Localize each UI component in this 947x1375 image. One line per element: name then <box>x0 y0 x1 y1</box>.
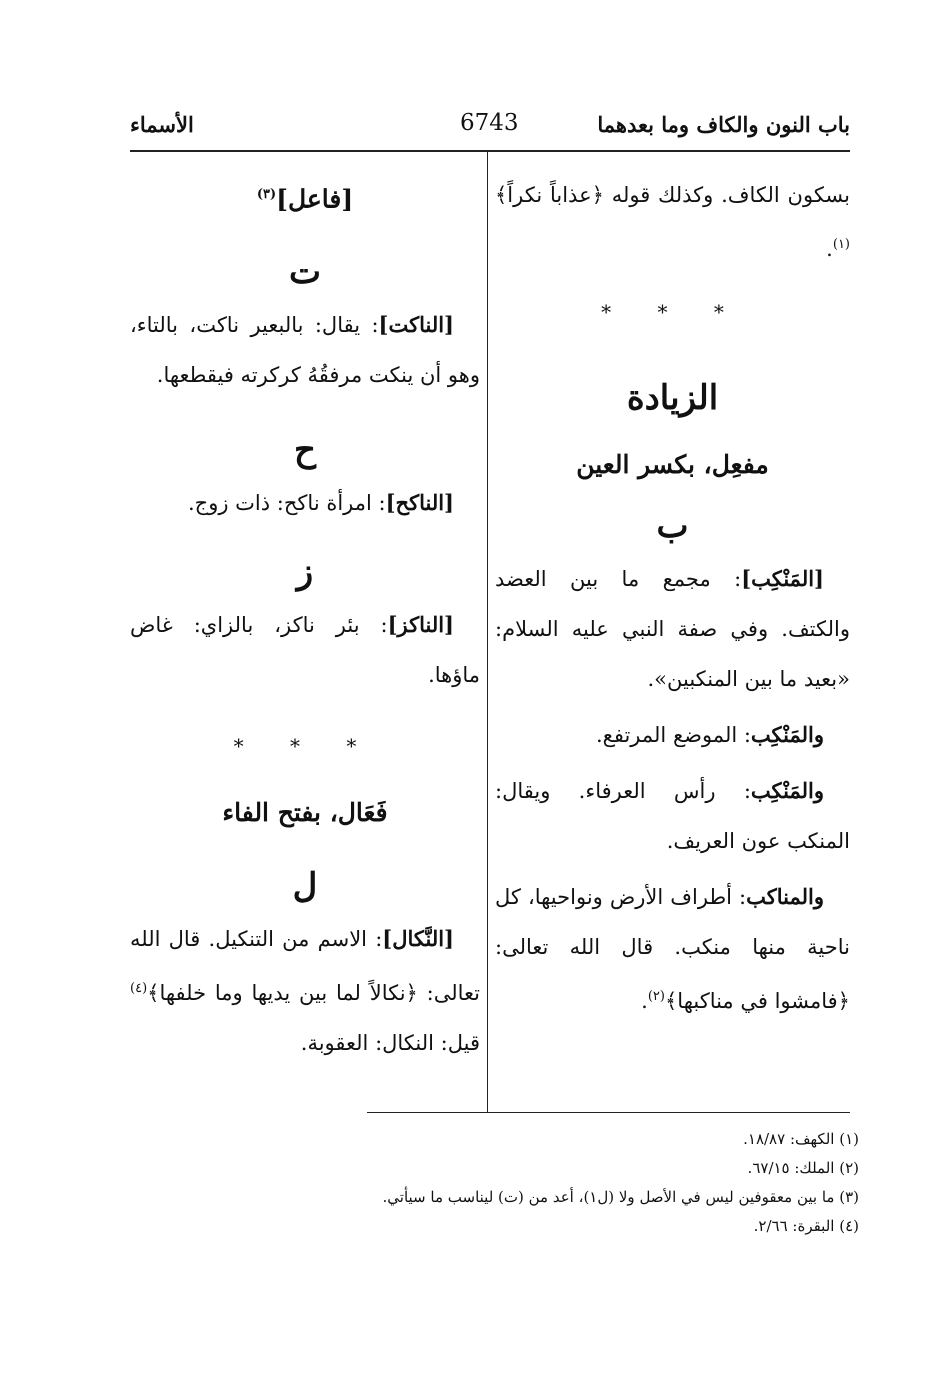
page-header <box>130 112 850 148</box>
entry-text: : مجمع ما بين العضد والكتف. وفي صفة النبي عليه السلام: «بعيد ما بين المنكبين». <box>495 567 850 691</box>
entry-paragraph: والمناكب: أطراف الأرض ونواحيها، كل ناحية منها منكب. قال الله تعالى: ﴿فامشوا في مناكبها﴾$^{(٢)}$. <box>495 884 850 1013</box>
footnote-ref: (٣) <box>256 187 277 202</box>
entry-paragraph <box>495 766 850 866</box>
right-column <box>495 170 850 1026</box>
left-column <box>130 170 480 1068</box>
entry-paragraph <box>495 710 850 760</box>
letter-heading: ز <box>296 552 314 593</box>
continuation-paragraph: بسكون الكاف. وكذلك قوله ﴿عذاباً نكراً﴾$^{(١)}$. <box>495 183 850 261</box>
entry-paragraph <box>130 300 480 400</box>
pattern-title-2: فَعَال، بفتح الفاء <box>222 798 388 828</box>
pattern-label: [فاعل] <box>276 184 354 214</box>
section-title: الأسماء <box>130 112 194 137</box>
entry-term: [الناكز] <box>387 612 454 638</box>
footnote-item: (١) الكهف: ١٨/٨٧. <box>743 1130 859 1148</box>
entry-text: : الموضع المرتفع. <box>595 723 751 747</box>
entry-paragraph <box>130 600 480 700</box>
separator-stars: * * * <box>601 300 744 324</box>
entry-paragraph <box>495 554 850 704</box>
entry-text: : امرأة ناكح: ذات زوج. <box>187 491 386 516</box>
column-divider <box>487 152 488 1112</box>
entry-text: : بئر ناكز، بالزاي: غاض ماؤها. <box>130 613 480 688</box>
letter-heading: ب <box>656 506 689 546</box>
entry-term: والمناكب <box>746 884 824 909</box>
main-title: الزيادة <box>626 378 719 418</box>
letter-heading: ح <box>294 430 316 471</box>
entry-term: والمَنْكِب <box>750 722 824 747</box>
entry-term: [النَّكال] <box>382 926 454 952</box>
entry-paragraph <box>130 914 480 1068</box>
footnote-ref: (١) <box>832 237 850 252</box>
pattern-title <box>130 170 480 224</box>
entry-text: قيل: النكال: العقوبة. <box>300 1031 480 1056</box>
footnotes <box>239 1125 859 1241</box>
entry-text: : يقال: بالبعير ناكت، بالتاء، وهو أن ينكت مرفقُهُ كركرته فيقطعها. <box>130 313 480 388</box>
entry-term: [الناكح] <box>385 490 454 516</box>
entry-term: [الناكت] <box>378 312 454 338</box>
footnote-rule <box>367 1112 850 1113</box>
entry-paragraph <box>130 478 480 528</box>
footnote-ref: (٢) <box>647 989 665 1004</box>
entry-text: : الاسم من التنكيل. قال الله تعالى: ﴿نكالاً لما بين يديها وما خلفها﴾ <box>130 927 480 1006</box>
continuation-text: بسكون الكاف. وكذلك قوله ﴿عذاباً نكراً﴾ <box>495 183 850 207</box>
footnote-item: (٣) ما بين معقوفين ليس في الأصل ولا (ل١)، أعد من (ت) ليناسب ما سيأتي. <box>382 1188 859 1206</box>
separator-stars: * * * <box>233 734 377 759</box>
footnote-ref: (٤) <box>130 981 148 997</box>
pattern-title: مفعِل، بكسر العين <box>576 450 769 479</box>
letter-heading: ت <box>288 252 321 293</box>
page-number: 6743 <box>460 110 519 136</box>
chapter-title: باب النون والكاف وما بعدهما <box>597 112 850 137</box>
entry-text: : أطراف الأرض ونواحيها، كل ناحية منها منكب. قال الله تعالى: ﴿فامشوا في مناكبها﴾ <box>495 885 850 1013</box>
footnote-item: (٤) البقرة: ٢/٦٦. <box>753 1217 859 1235</box>
entry-term: [المَنْكِب] <box>741 566 824 591</box>
footnote-item: (٢) الملك: ٦٧/١٥. <box>747 1159 859 1177</box>
entry-text: : رأس العرفاء. ويقال: المنكب عون العريف. <box>495 779 850 853</box>
letter-heading: ل <box>292 866 318 907</box>
header-rule <box>130 150 850 152</box>
entry-term: والمَنْكِب <box>750 778 824 803</box>
